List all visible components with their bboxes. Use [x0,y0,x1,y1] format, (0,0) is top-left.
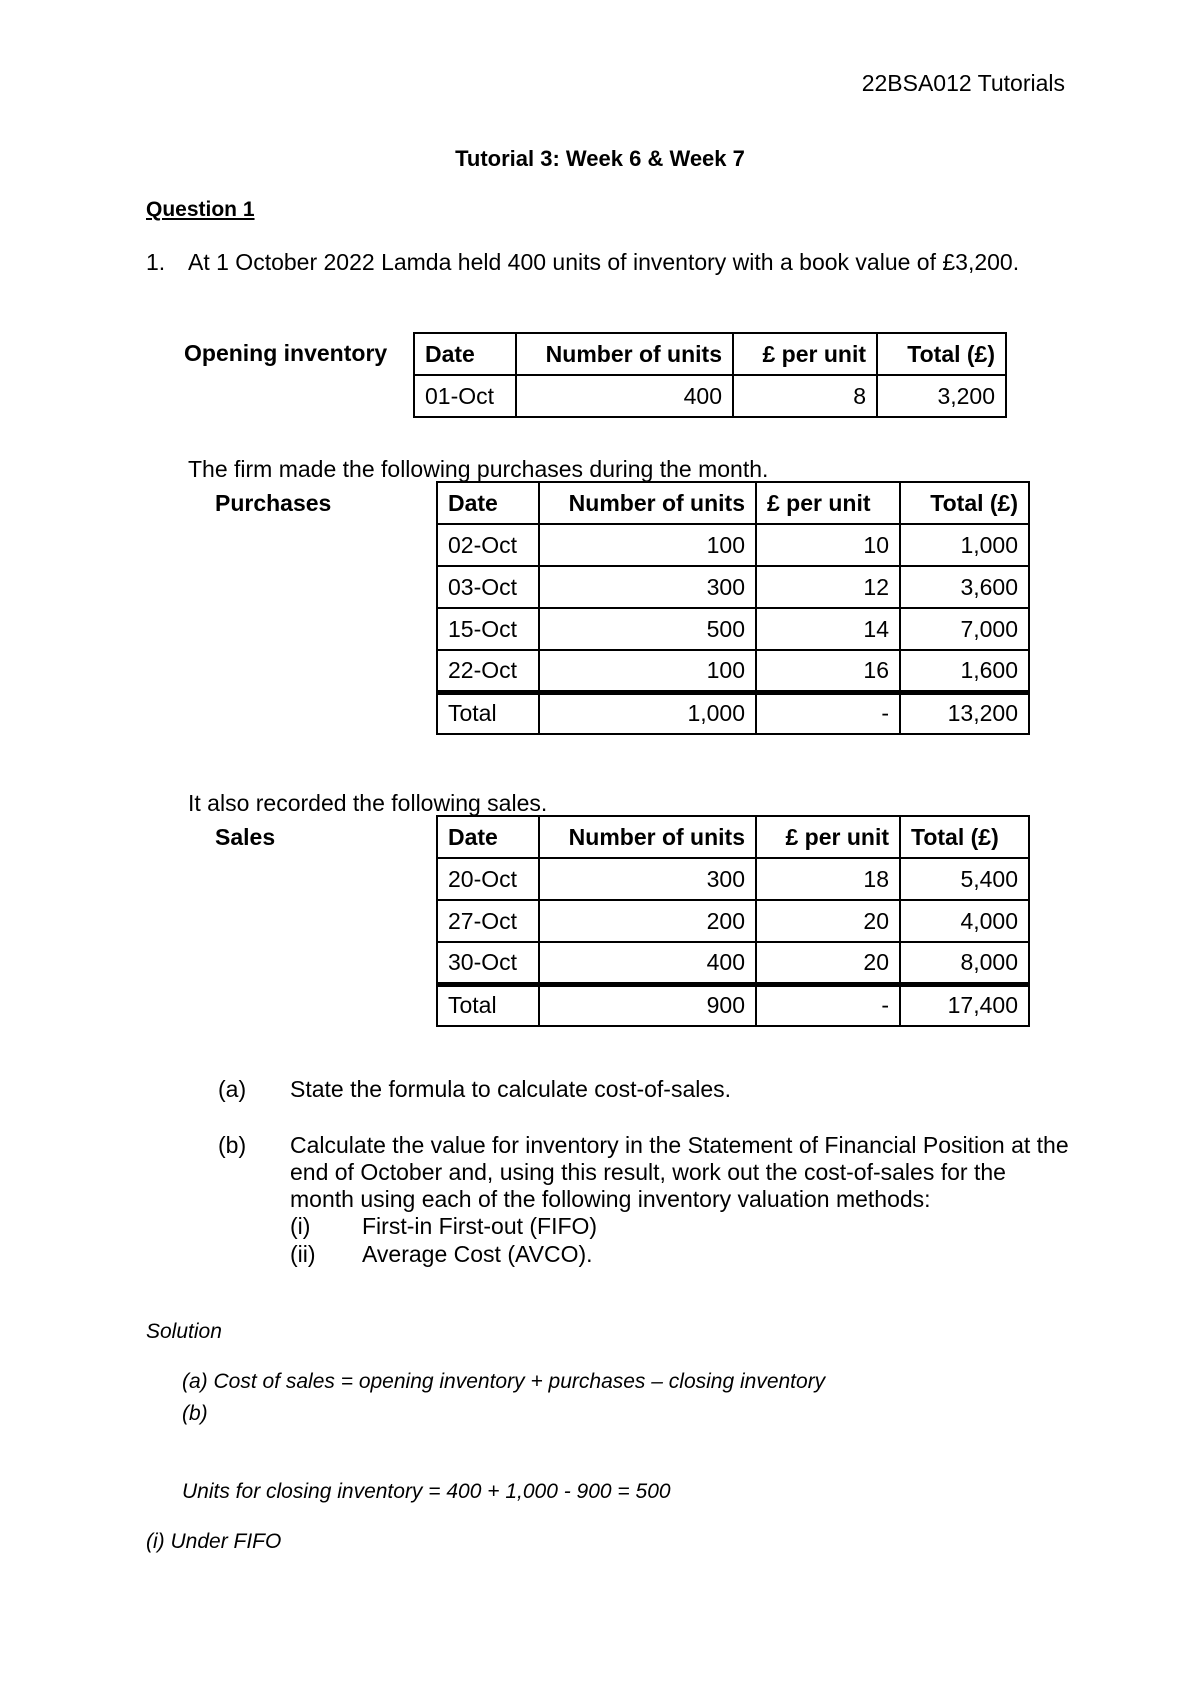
cell-total-units: 1,000 [539,692,756,734]
cell-price: 12 [756,566,900,608]
cell-price: 20 [756,900,900,942]
sales-label: Sales [215,824,276,850]
part-b-i [290,1213,990,1241]
cell-total-price: - [756,692,900,734]
cell-price: 14 [756,608,900,650]
table-row [437,942,1029,984]
table-total-row [437,984,1029,1026]
part-b-i-text: First-in First-out (FIFO) [362,1213,598,1239]
question-heading: Question 1 [146,198,255,221]
cell-units: 300 [539,566,756,608]
cell-total: 3,200 [877,375,1006,417]
purchases-table [436,481,1030,735]
opening-inventory-table [413,332,1007,418]
part-b-ii-text: Average Cost (AVCO). [362,1241,593,1267]
purchases-label: Purchases [215,490,332,516]
cell-date: 15-Oct [437,608,539,650]
table-header-row [437,482,1029,524]
cell-total: 1,600 [900,650,1029,692]
cell-date: 01-Oct [414,375,516,417]
cell-total: 4,000 [900,900,1029,942]
part-b-text: Calculate the value for inventory in the Statement of Financial Position at the end of October and, using this result, work out the cost-of-sales for the month using each of the following inventory valuation methods: [290,1132,1069,1212]
sales-table [436,815,1030,1027]
col-header-units: Number of units [516,333,733,375]
question-intro [146,248,1046,308]
cell-total-value: 17,400 [900,984,1029,1026]
question-number: 1. [146,249,166,275]
col-header-date: Date [414,333,516,375]
cell-price: 18 [756,858,900,900]
cell-units: 100 [539,650,756,692]
col-header-total: Total (£) [900,482,1029,524]
table-row [437,900,1029,942]
cell-total: 8,000 [900,942,1029,984]
cell-total-label: Total [437,692,539,734]
cell-units: 400 [539,942,756,984]
solution-heading: Solution [146,1320,222,1343]
solution-fifo: (i) Under FIFO [146,1530,282,1553]
col-header-total: Total (£) [877,333,1006,375]
table-row [414,375,1006,417]
cell-date: 03-Oct [437,566,539,608]
part-a [218,1076,1098,1106]
cell-total-value: 13,200 [900,692,1029,734]
cell-date: 27-Oct [437,900,539,942]
part-b-key: (b) [218,1132,247,1158]
part-a-key: (a) [218,1076,247,1102]
cell-date: 20-Oct [437,858,539,900]
col-header-total: Total (£) [900,816,1029,858]
question-intro-text: At 1 October 2022 Lamda held 400 units of inventory with a book value of £3,200. [188,249,1020,275]
col-header-date: Date [437,816,539,858]
cell-date: 22-Oct [437,650,539,692]
col-header-units: Number of units [539,482,756,524]
col-header-price: £ per unit [756,482,900,524]
col-header-units: Number of units [539,816,756,858]
cell-total: 7,000 [900,608,1029,650]
purchases-intro: The firm made the following purchases during the month. [188,456,769,482]
opening-inventory-label: Opening inventory [184,340,388,366]
part-a-text: State the formula to calculate cost-of-sales. [290,1076,732,1102]
cell-units: 400 [516,375,733,417]
table-total-row [437,692,1029,734]
cell-units: 200 [539,900,756,942]
cell-units: 300 [539,858,756,900]
sales-intro: It also recorded the following sales. [188,790,548,816]
col-header-price: £ per unit [733,333,877,375]
cell-units: 100 [539,524,756,566]
solution-b: (b) [182,1402,208,1425]
cell-date: 02-Oct [437,524,539,566]
course-header: 22BSA012 Tutorials [861,70,1065,96]
table-row [437,566,1029,608]
table-row [437,650,1029,692]
col-header-price: £ per unit [756,816,900,858]
cell-total-label: Total [437,984,539,1026]
cell-total: 5,400 [900,858,1029,900]
cell-date: 30-Oct [437,942,539,984]
page-title: Tutorial 3: Week 6 & Week 7 [455,146,745,171]
cell-price: 10 [756,524,900,566]
col-header-date: Date [437,482,539,524]
part-b-i-key: (i) [290,1213,311,1239]
table-header-row [414,333,1006,375]
table-row [437,858,1029,900]
cell-total-units: 900 [539,984,756,1026]
cell-total: 3,600 [900,566,1029,608]
table-header-row [437,816,1029,858]
cell-units: 500 [539,608,756,650]
cell-price: 16 [756,650,900,692]
cell-price: 8 [733,375,877,417]
cell-price: 20 [756,942,900,984]
cell-total-price: - [756,984,900,1026]
cell-total: 1,000 [900,524,1029,566]
solution-units: Units for closing inventory = 400 + 1,000 - 900 = 500 [182,1480,671,1503]
table-row [437,524,1029,566]
solution-a: (a) Cost of sales = opening inventory + purchases – closing inventory [182,1370,826,1393]
part-b-ii [290,1241,990,1269]
part-b-ii-key: (ii) [290,1241,316,1267]
table-row [437,608,1029,650]
